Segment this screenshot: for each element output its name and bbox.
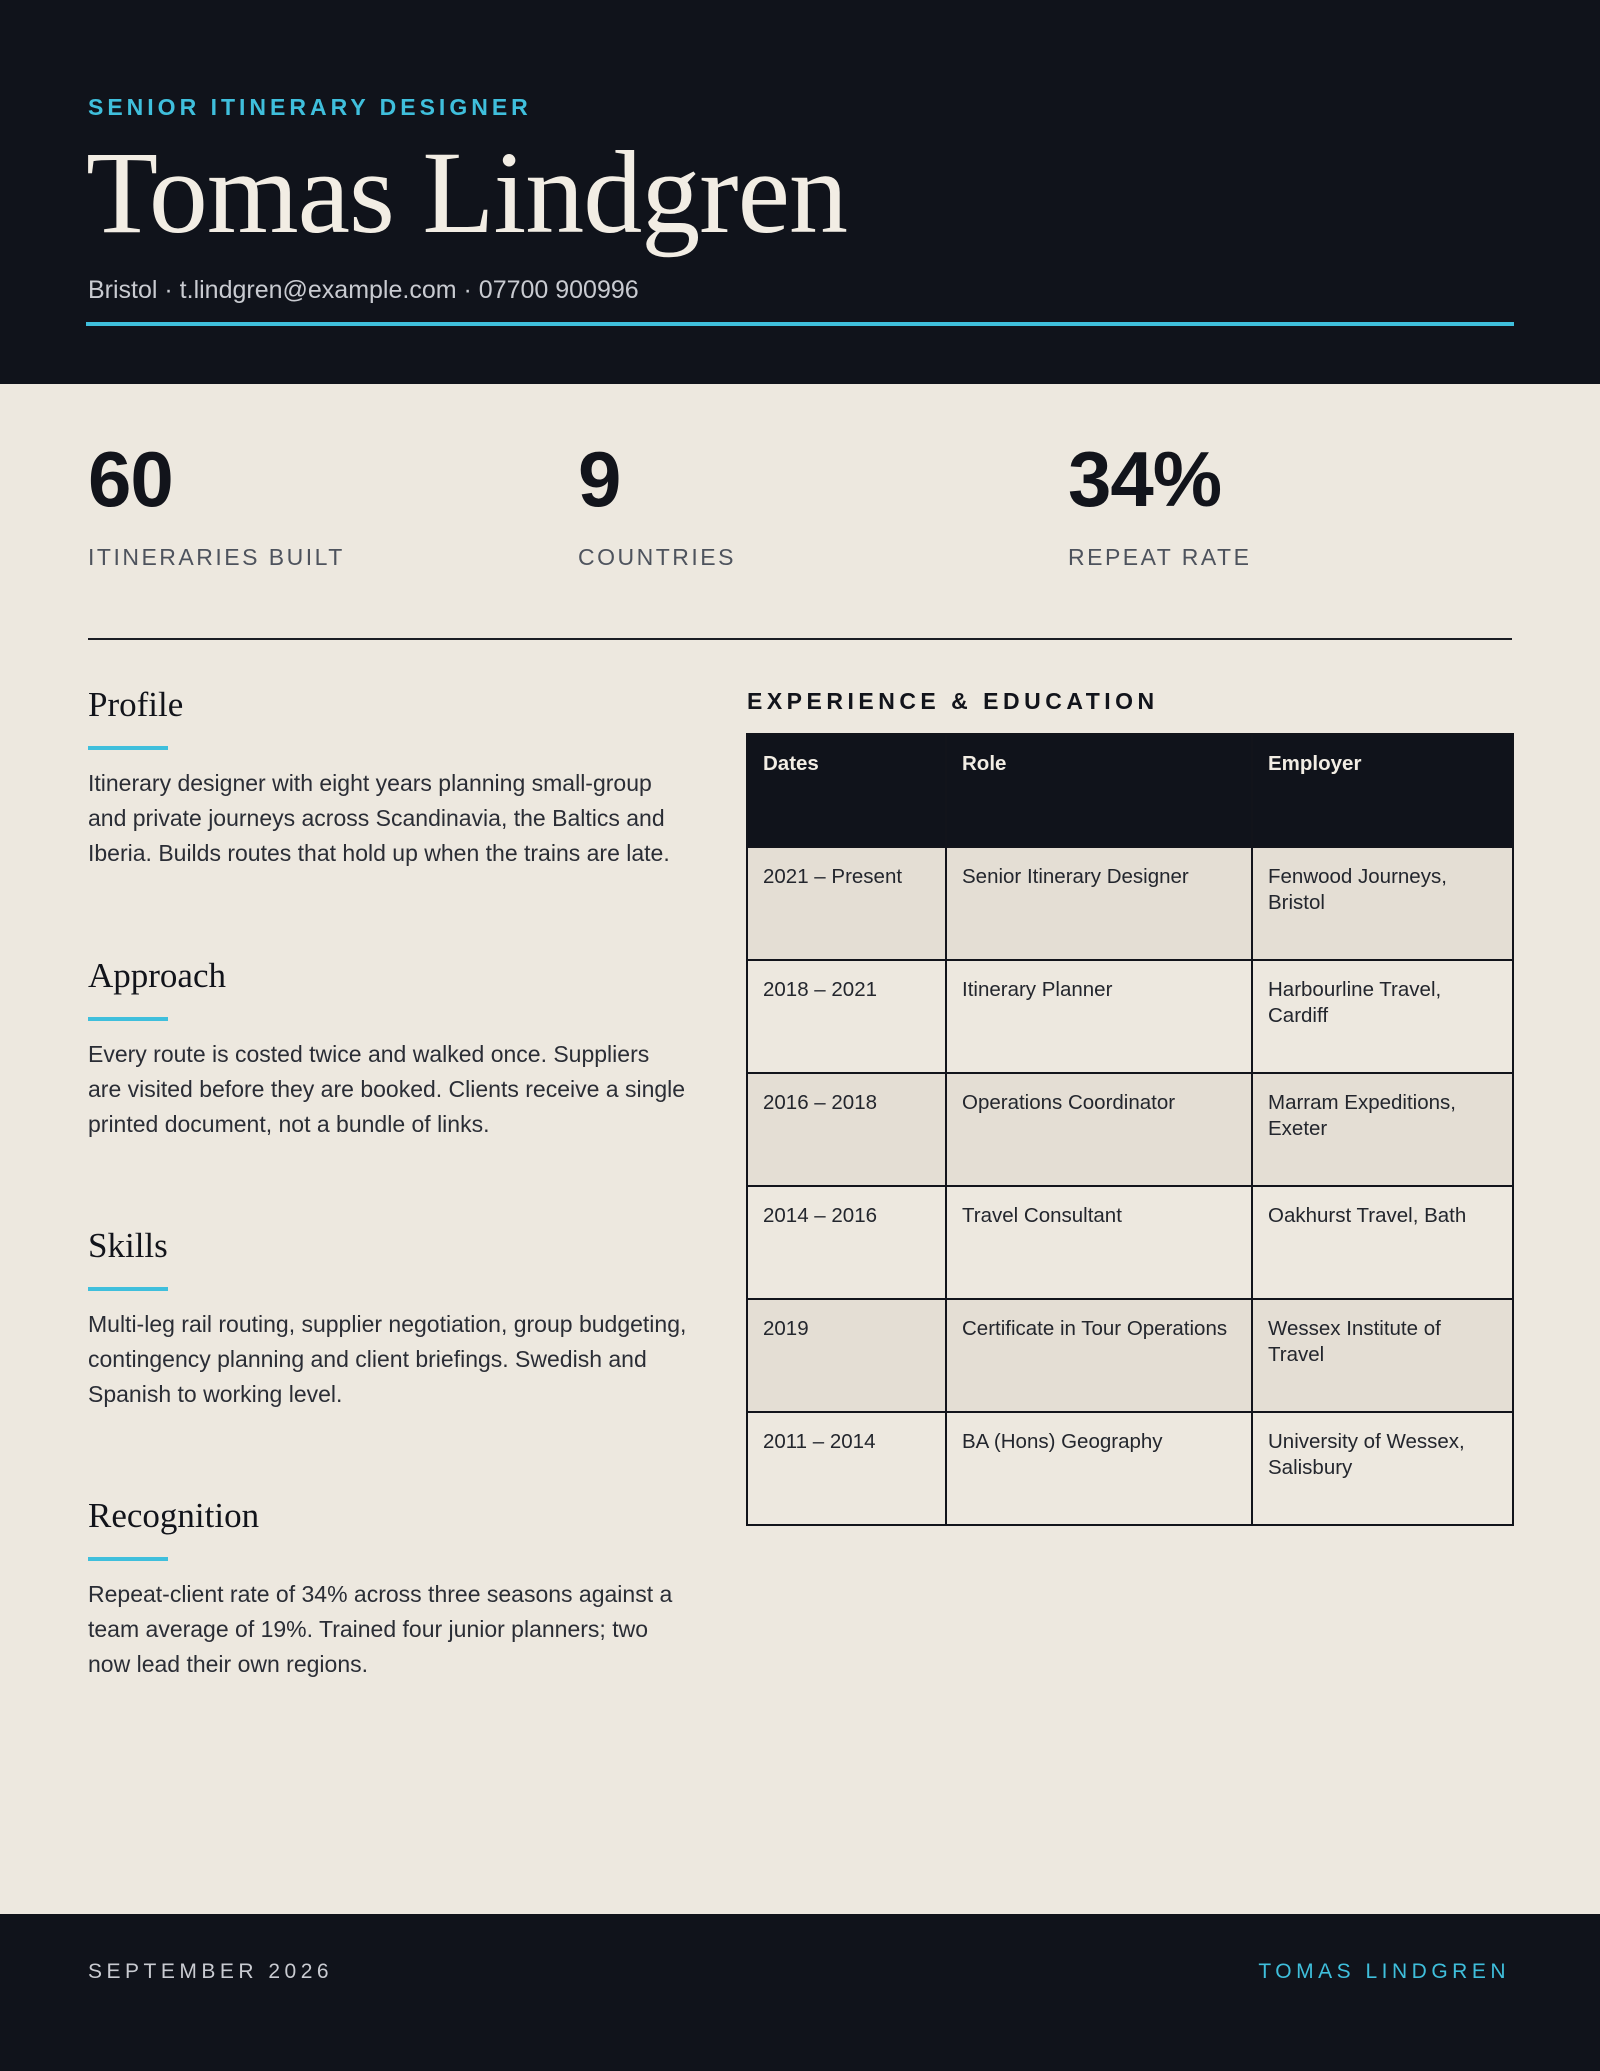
cell-dates: 2011 – 2014: [747, 1412, 946, 1525]
section-title: Approach: [88, 956, 227, 995]
stat-label: REPEAT RATE: [1068, 544, 1252, 570]
footer-date: SEPTEMBER 2026: [88, 1960, 334, 1983]
column-header-dates: Dates: [747, 734, 946, 847]
section-approach: [88, 955, 688, 1142]
cell-employer: Wessex Institute of Travel: [1252, 1299, 1513, 1412]
section-profile: [88, 684, 688, 871]
table-row: [747, 1412, 1513, 1525]
cell-dates: 2018 – 2021: [747, 960, 946, 1073]
stat-value: 34%: [1068, 435, 1222, 523]
section-accent-rule: [88, 1017, 168, 1021]
cell-role: Senior Itinerary Designer: [946, 847, 1252, 960]
footer-band: [0, 1914, 1600, 2071]
cell-role: Certificate in Tour Operations: [946, 1299, 1252, 1412]
table-row: [747, 1299, 1513, 1412]
section-divider: [88, 638, 1512, 640]
table-row: [747, 1186, 1513, 1299]
stat-itineraries: [88, 435, 345, 571]
section-title: Recognition: [88, 1496, 260, 1535]
cell-employer: University of Wessex, Salisbury: [1252, 1412, 1513, 1525]
column-header-role: Role: [946, 734, 1252, 847]
section-skills: [88, 1225, 688, 1412]
cell-dates: 2016 – 2018: [747, 1073, 946, 1186]
cell-employer: Harbourline Travel, Cardiff: [1252, 960, 1513, 1073]
section-title: Profile: [88, 685, 184, 724]
section-title: Skills: [88, 1226, 168, 1265]
section-accent-rule: [88, 1557, 168, 1561]
section-body: Repeat-client rate of 34% across three seasons against a team average of 19%. Trained four junior planners; two now lead their own regions.: [88, 1581, 673, 1677]
experience-heading: EXPERIENCE & EDUCATION: [747, 688, 1159, 714]
cell-employer: Marram Expeditions, Exeter: [1252, 1073, 1513, 1186]
person-name: Tomas Lindgren: [86, 127, 847, 258]
table-header-row: [747, 734, 1513, 847]
header-accent-rule: [86, 322, 1514, 326]
stat-label: ITINERARIES BUILT: [88, 544, 345, 570]
header-band: [0, 0, 1600, 384]
table-row: [747, 1073, 1513, 1186]
cell-dates: 2014 – 2016: [747, 1186, 946, 1299]
cell-employer: Fenwood Journeys, Bristol: [1252, 847, 1513, 960]
cell-role: Travel Consultant: [946, 1186, 1252, 1299]
stat-value: 60: [88, 435, 173, 523]
stat-label: COUNTRIES: [578, 544, 736, 570]
cell-dates: 2019: [747, 1299, 946, 1412]
footer-name: TOMAS LINDGREN: [1258, 1960, 1510, 1983]
section-accent-rule: [88, 1287, 168, 1291]
section-body: Every route is costed twice and walked once. Suppliers are visited before they are booked. Clients receive a single printed document, not a bundle of links.: [88, 1041, 686, 1137]
stat-repeat-rate: [1068, 435, 1252, 571]
cell-role: Operations Coordinator: [946, 1073, 1252, 1186]
section-body: Itinerary designer with eight years planning small-group and private journeys across Scandinavia, the Baltics and Iberia. Builds routes that hold up when the trains are late.: [88, 770, 670, 866]
column-header-employer: Employer: [1252, 734, 1513, 847]
stat-value: 9: [578, 435, 621, 523]
table-row: [747, 847, 1513, 960]
contact-line: Bristol · t.lindgren@example.com · 07700 900996: [88, 276, 639, 304]
section-recognition: [88, 1495, 688, 1682]
section-body: Multi-leg rail routing, supplier negotiation, group budgeting, contingency planning and client briefings. Swedish and Spanish to working level.: [88, 1311, 687, 1407]
cell-employer: Oakhurst Travel, Bath: [1252, 1186, 1513, 1299]
cell-role: BA (Hons) Geography: [946, 1412, 1252, 1525]
experience-table: [746, 733, 1514, 1526]
stat-countries: [578, 435, 736, 571]
table-row: [747, 960, 1513, 1073]
cell-dates: 2021 – Present: [747, 847, 946, 960]
section-accent-rule: [88, 746, 168, 750]
cell-role: Itinerary Planner: [946, 960, 1252, 1073]
job-title: SENIOR ITINERARY DESIGNER: [88, 94, 532, 120]
